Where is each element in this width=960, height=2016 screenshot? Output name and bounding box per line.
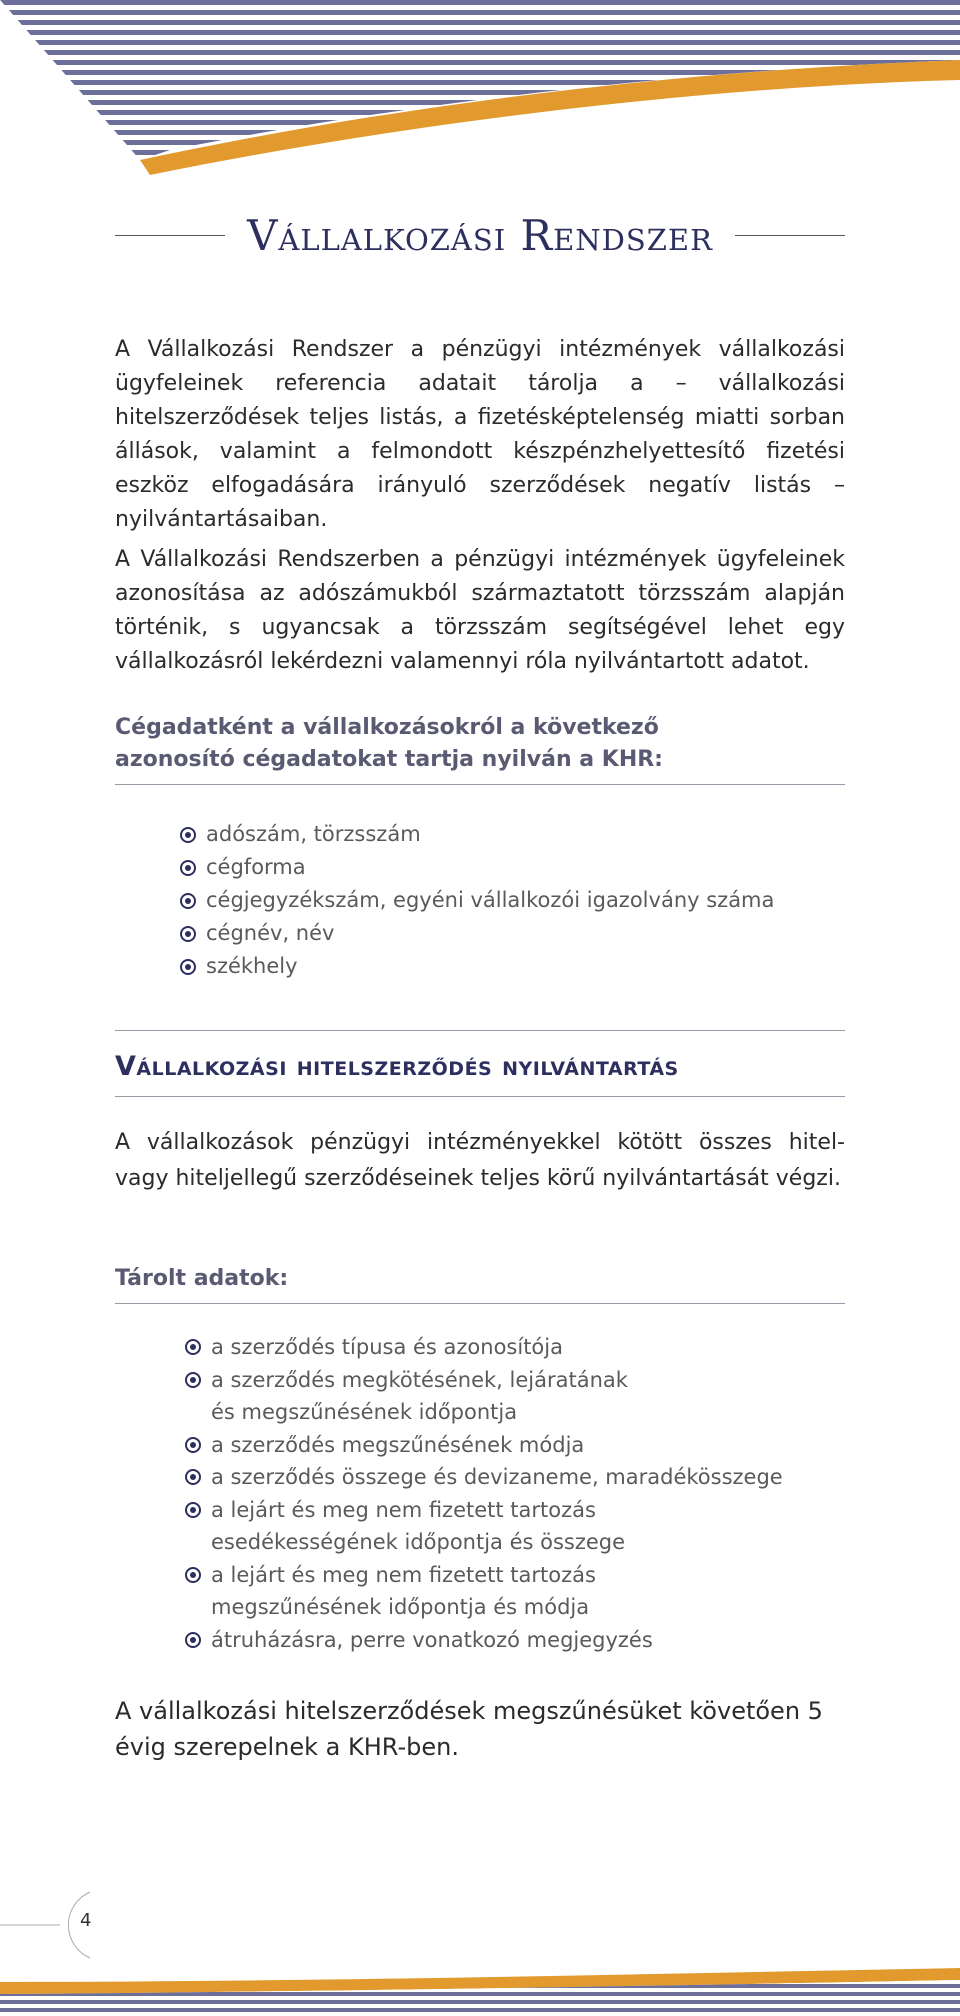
retention-paragraph: A vállalkozási hitelszerződések megszűnésüket követően 5 évig szerepelnek a KHR-ben. (115, 1697, 823, 1761)
list-item (180, 851, 830, 884)
title-row (115, 200, 845, 270)
stored-data-heading: Tárolt adatok: (115, 1263, 845, 1304)
list-item (185, 1494, 835, 1559)
list-item-line1: a lejárt és meg nem fizetett tartozás (211, 1562, 596, 1587)
footer-decoration (0, 1960, 960, 2016)
list-item-line2: megszűnésének időpontja és módja (211, 1595, 590, 1619)
list-item (185, 1624, 835, 1657)
company-data-heading-line1: Cégadatként a vállalkozásokról a következő (115, 715, 659, 740)
bullet-icon (180, 860, 196, 876)
bullet-icon (185, 1632, 201, 1648)
list-item-line1: a szerződés összege és devizaneme, maradékösszege (211, 1465, 783, 1489)
bullet-icon (185, 1502, 201, 1518)
list-item (180, 917, 830, 950)
list-item (185, 1364, 835, 1429)
stored-data-list (185, 1331, 835, 1656)
bullet-icon (185, 1567, 201, 1583)
title-rule-right (735, 235, 845, 236)
title-rule-left (115, 235, 225, 236)
list-item (180, 818, 830, 851)
header-decoration (0, 0, 960, 190)
bullet-icon (180, 893, 196, 909)
list-item (185, 1331, 835, 1364)
bullet-icon (185, 1469, 201, 1485)
list-item (185, 1461, 835, 1494)
list-item-line1: átruházásra, perre vonatkozó megjegyzés (211, 1627, 653, 1652)
page-number: 4 (80, 1910, 92, 1931)
list-item (180, 884, 830, 917)
list-item-text: cégnév, név (206, 921, 335, 945)
list-item-text: székhely (206, 954, 298, 978)
list-item-line1: a szerződés megszűnésének módja (211, 1432, 585, 1457)
bullet-icon (180, 926, 196, 942)
bullet-icon (180, 827, 196, 843)
list-item-line1: a lejárt és meg nem fizetett tartozás (211, 1497, 596, 1522)
bullet-icon (185, 1339, 201, 1355)
list-item-text: cégforma (206, 855, 306, 879)
list-item (185, 1429, 835, 1462)
list-item (180, 950, 830, 983)
list-item-text: cégjegyzékszám, egyéni vállalkozói igazolvány száma (206, 888, 775, 912)
list-item-line1: a szerződés megkötésének, lejáratának (211, 1367, 628, 1392)
section-title: Vállalkozási hitelszerződés nyilvántartás (115, 1030, 845, 1097)
list-item-line2: és megszűnésének időpontja (211, 1400, 518, 1424)
list-item-line2: esedékességének időpontja és összege (211, 1530, 626, 1554)
intro-paragraph: A Vállalkozási Rendszer a pénzügyi intézmények vállalkozási ügyfeleinek referencia adatait tárolja a – vállalkozási hitelszerződések teljes listás, a fizetésképtelenség miatti sorban állások, valamint a felmondott készpénzhelyettesítő fizetési eszköz elfogadására irányuló szerződések negatív listás – nyilvántartásaiban. (115, 337, 845, 532)
list-item-line1: a szerződés típusa és azonosítója (211, 1335, 563, 1359)
page-title: Vállalkozási Rendszer (247, 210, 713, 260)
contract-registry-paragraph: A vállalkozások pénzügyi intézményekkel kötött összes hitel- vagy hiteljellegű szerződéseinek teljes körű nyilvántartását végzi. (115, 1130, 845, 1191)
list-item (185, 1559, 835, 1624)
company-data-heading-line2: azonosító cégadatokat tartja nyilván a KHR: (115, 747, 663, 772)
company-data-list (180, 818, 830, 983)
bullet-icon (185, 1372, 201, 1388)
identification-paragraph: A Vállalkozási Rendszerben a pénzügyi intézmények ügyfeleinek azonosítása az adószámukból származtatott törzsszám alapján történik, s ugyancsak a törzsszám segítségével lehet egy vállalkozásról lekérdezni valamennyi róla nyilvántartott adatot. (115, 547, 845, 674)
list-item-text: adószám, törzsszám (206, 822, 421, 846)
bullet-icon (185, 1437, 201, 1453)
company-data-heading (115, 712, 845, 785)
bullet-icon (180, 959, 196, 975)
